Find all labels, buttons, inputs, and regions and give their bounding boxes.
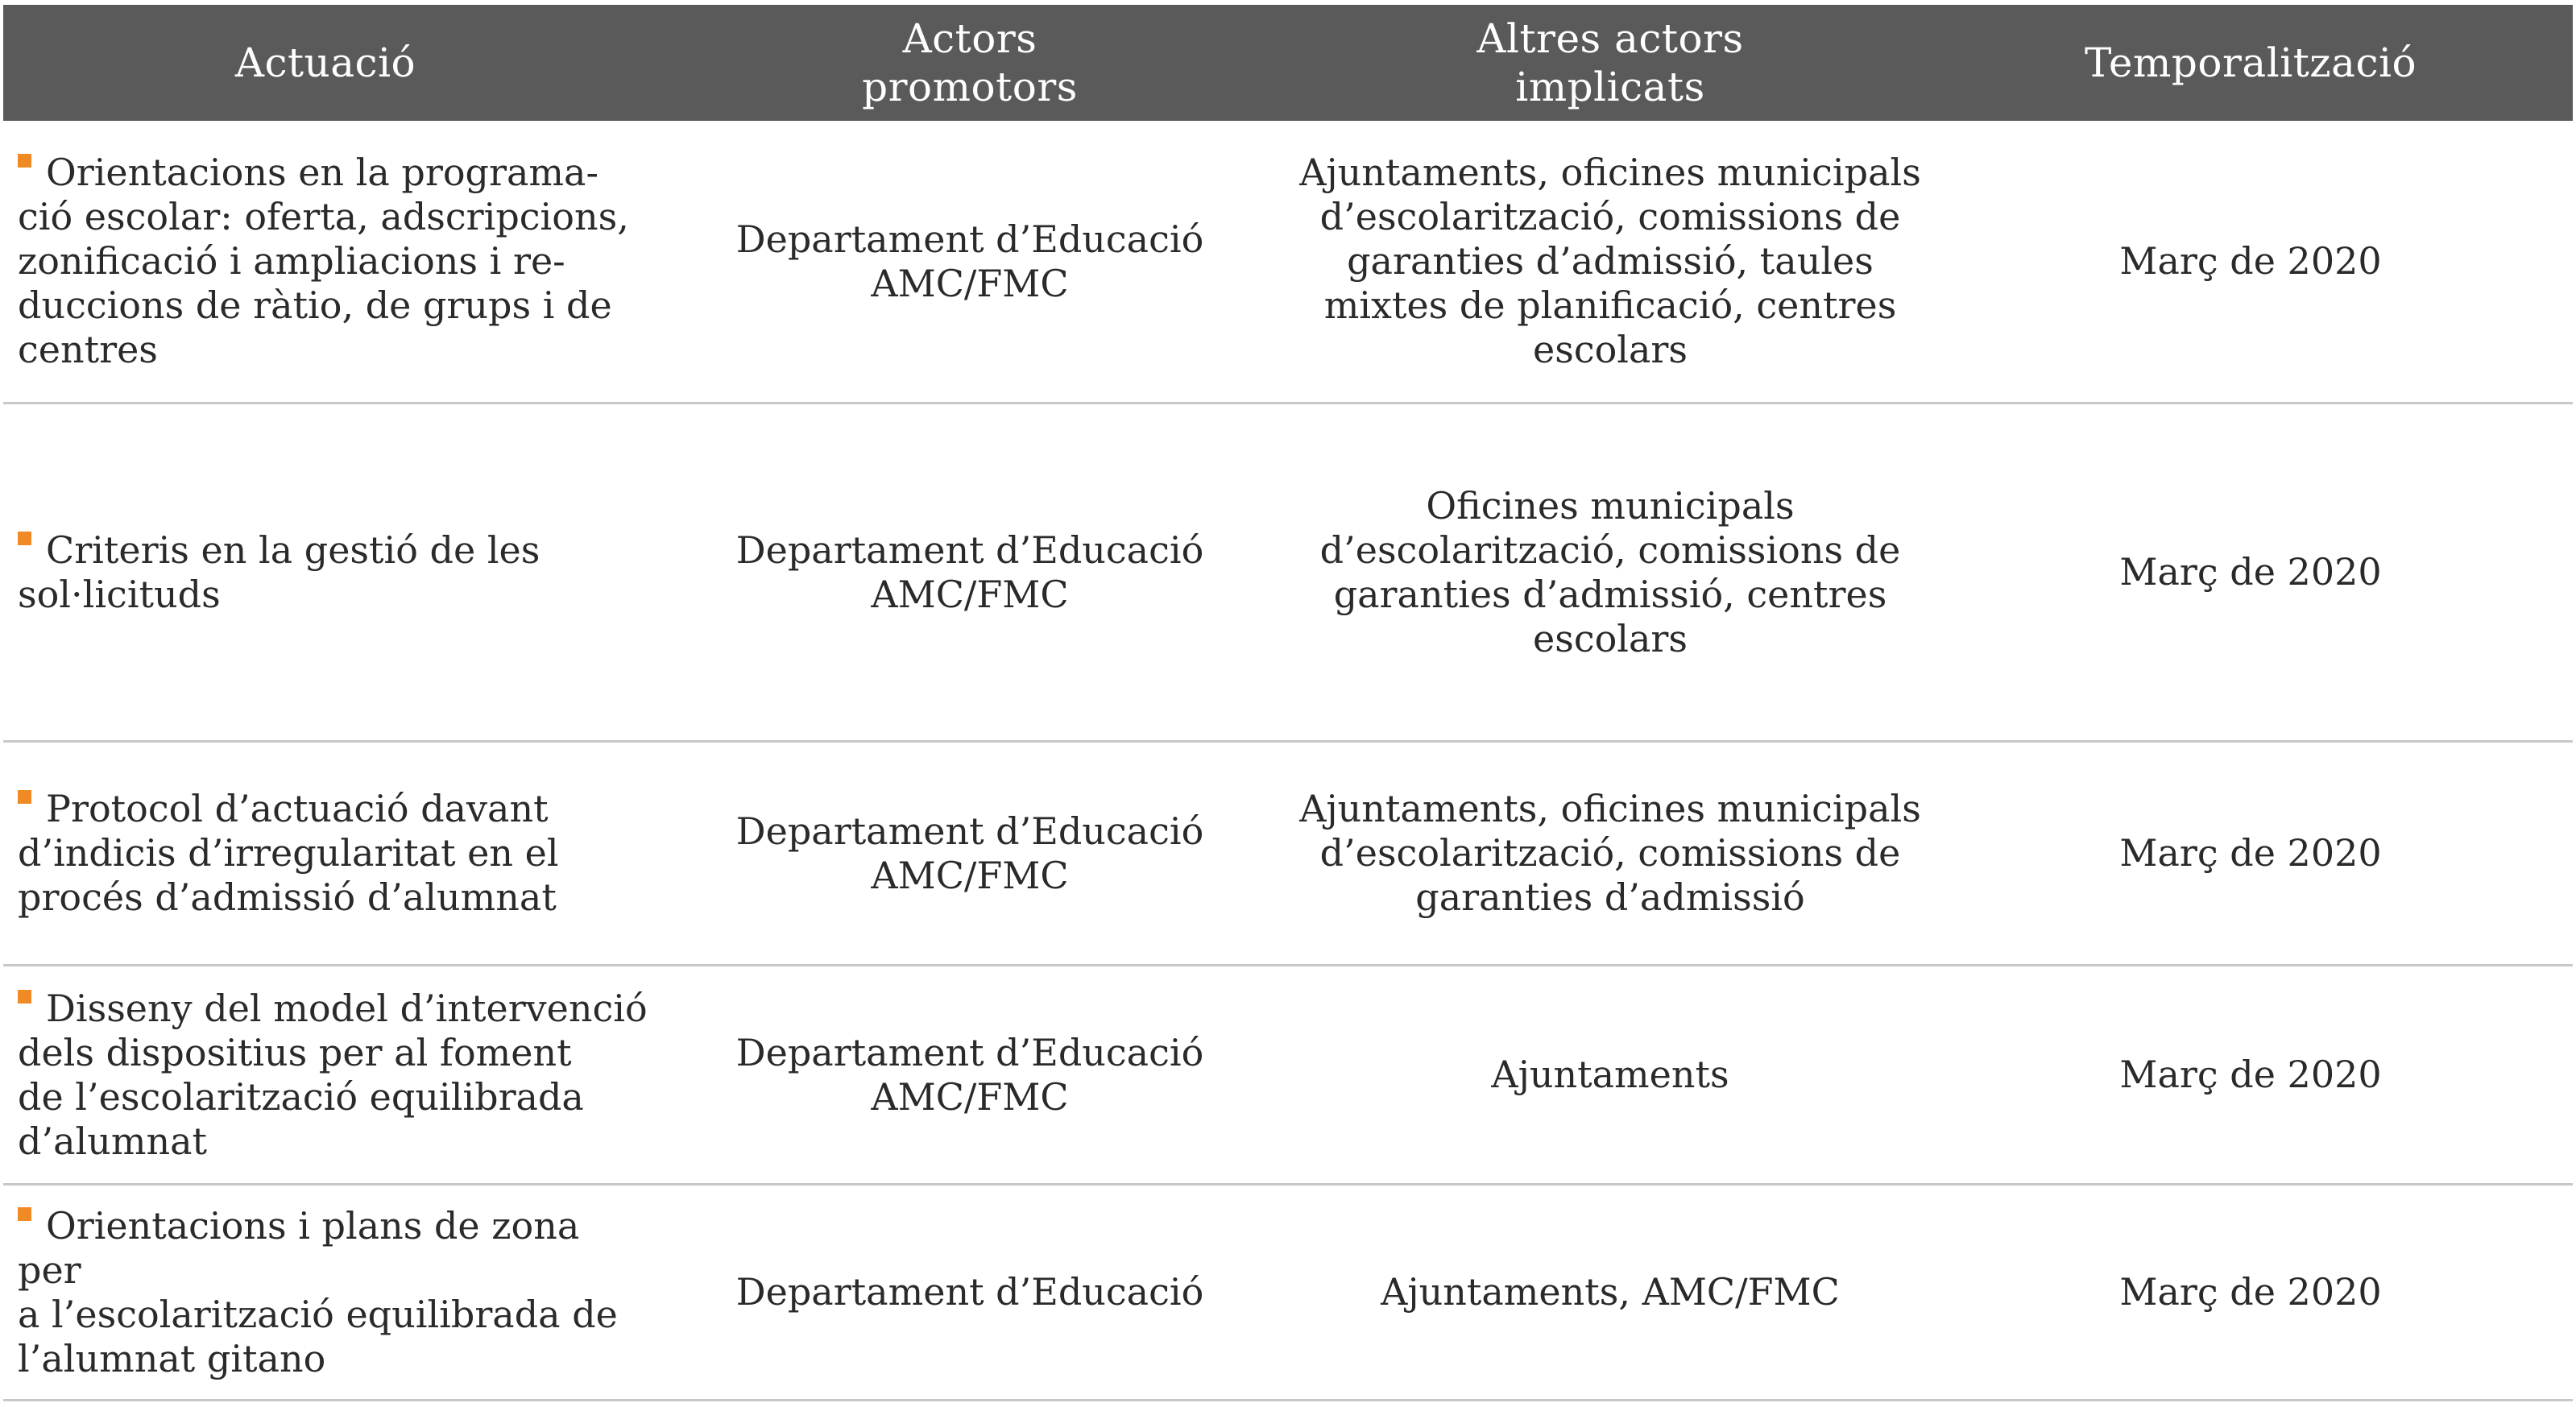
cell-altres-actors: Ajuntaments bbox=[1491, 1053, 1729, 1096]
header-temporalitzacio: Temporalització bbox=[2084, 39, 2417, 86]
cell-temporalitzacio: Març de 2020 bbox=[2119, 550, 2382, 594]
orange-square-bullet-icon bbox=[18, 790, 31, 804]
header-actors-promotors: Actors promotors bbox=[862, 15, 1078, 110]
cell-actuacio: Disseny del model d’intervenció dels dispositius per al foment de l’escolarització equilibrada d’alumnat bbox=[18, 986, 648, 1163]
cell-altres-actors: Ajuntaments, AMC/FMC bbox=[1381, 1270, 1840, 1314]
header-actuacio: Actuació bbox=[234, 39, 416, 86]
cell-promotors: Departament d’Educació bbox=[735, 1270, 1204, 1314]
orange-square-bullet-icon bbox=[18, 1207, 31, 1221]
cell-promotors: Departament d’Educació AMC/FMC bbox=[735, 528, 1204, 616]
orange-square-bullet-icon bbox=[18, 532, 31, 545]
cell-altres-actors: Ajuntaments, oficines municipals d’escolarització, comissions de garanties d’admissió bbox=[1299, 787, 1921, 919]
actions-table bbox=[3, 5, 2573, 1401]
cell-promotors: Departament d’Educació AMC/FMC bbox=[735, 217, 1204, 305]
cell-actuacio: Orientacions en la programa- ció escolar: oferta, adscripcions, zonificació i ampliacions i re- duccions de ràtio, de grups i de centres bbox=[18, 151, 629, 371]
cell-actuacio: Protocol d’actuació davant d’indicis d’irregularitat en el procés d’admissió d’alumnat bbox=[18, 787, 559, 919]
table-row bbox=[3, 121, 2573, 404]
table-header bbox=[3, 5, 2573, 121]
orange-square-bullet-icon bbox=[18, 990, 31, 1004]
cell-promotors: Departament d’Educació AMC/FMC bbox=[735, 1030, 1204, 1119]
cell-temporalitzacio: Març de 2020 bbox=[2119, 1270, 2382, 1314]
cell-promotors: Departament d’Educació AMC/FMC bbox=[735, 809, 1204, 897]
table-row bbox=[3, 743, 2573, 966]
cell-actuacio: Criteris en la gestió de les sol·licituds bbox=[18, 528, 540, 616]
cell-temporalitzacio: Març de 2020 bbox=[2119, 239, 2382, 283]
cell-altres-actors: Oficines municipals d’escolarització, comissions de garanties d’admissió, centres escolars bbox=[1319, 483, 1901, 660]
cell-altres-actors: Ajuntaments, oficines municipals d’escolarització, comissions de garanties d’admissió, taules mixtes de planificació, centres escolars bbox=[1299, 151, 1921, 371]
cell-temporalitzacio: Març de 2020 bbox=[2119, 1053, 2382, 1096]
table-row bbox=[3, 966, 2573, 1186]
cell-actuacio: Orientacions i plans de zona per a l’escolarització equilibrada de l’alumnat gitano bbox=[18, 1203, 618, 1380]
table-row bbox=[3, 1186, 2573, 1401]
orange-square-bullet-icon bbox=[18, 154, 31, 168]
table-row bbox=[3, 404, 2573, 743]
cell-temporalitzacio: Març de 2020 bbox=[2119, 831, 2382, 875]
header-altres-actors: Altres actors implicats bbox=[1476, 15, 1744, 110]
